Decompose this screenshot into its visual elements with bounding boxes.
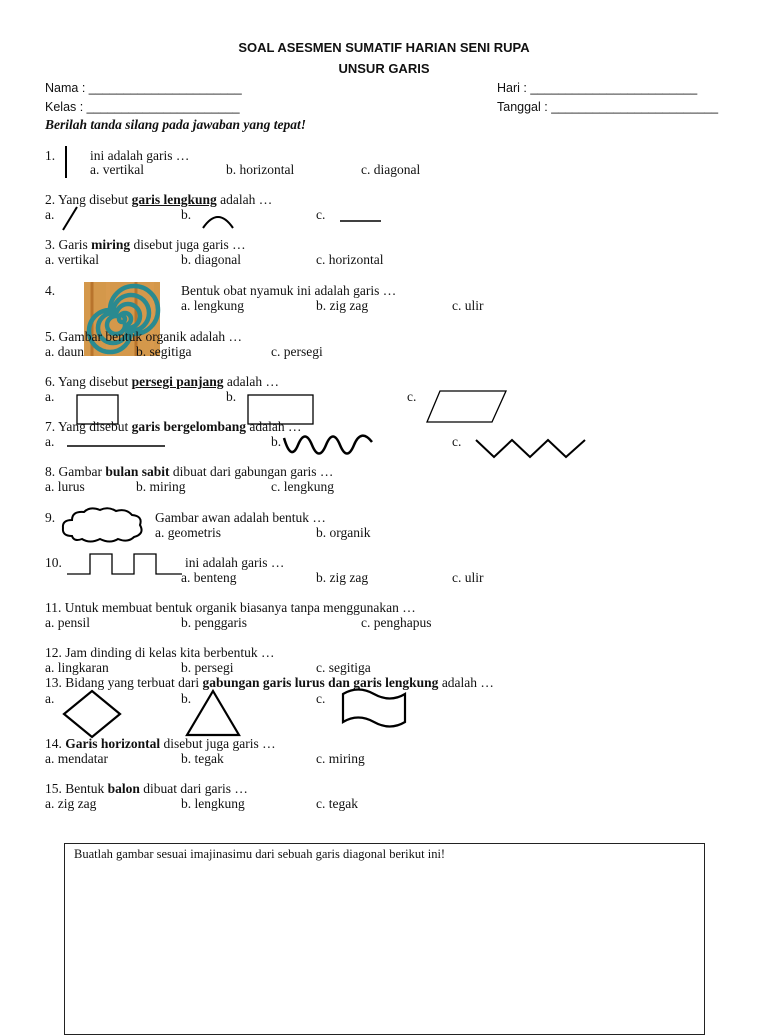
q10-number: 10.: [45, 555, 62, 570]
castle-line-icon: [66, 551, 184, 577]
q1-option-b[interactable]: b. horizontal: [226, 162, 295, 177]
q1-option-a[interactable]: a. vertikal: [90, 162, 144, 177]
cloud-shape-icon: [60, 506, 146, 544]
q9-option-b[interactable]: b. organik: [316, 525, 371, 540]
diamond-shape-icon: [62, 689, 122, 739]
q2-option-c[interactable]: c.: [316, 207, 326, 222]
q12-option-a[interactable]: a. lingkaran: [45, 660, 109, 675]
instruction: Berilah tanda silang pada jawaban yang tepat!: [45, 117, 307, 132]
q15-option-c[interactable]: c. tegak: [316, 796, 358, 811]
q5-option-a[interactable]: a. daun: [45, 344, 84, 359]
straight-line-icon: [66, 443, 166, 449]
q4-number: 4.: [45, 283, 56, 298]
q9-option-a[interactable]: a. geometris: [155, 525, 221, 540]
curved-line-icon: [200, 212, 236, 230]
q4-question: Bentuk obat nyamuk ini adalah garis …: [181, 283, 397, 298]
q6-option-c[interactable]: c.: [407, 389, 417, 404]
q1-number: 1.: [45, 148, 56, 163]
q2-question: 2. Yang disebut garis lengkung adalah …: [45, 192, 273, 207]
q10-question: ini adalah garis …: [185, 555, 285, 570]
q10-option-a[interactable]: a. benteng: [181, 570, 237, 585]
q14-option-b[interactable]: b. tegak: [181, 751, 224, 766]
q7-option-b[interactable]: b.: [271, 434, 282, 449]
q11-option-c[interactable]: c. penghapus: [361, 615, 432, 630]
q1-question: ini adalah garis …: [90, 148, 190, 163]
q2-option-a[interactable]: a.: [45, 207, 55, 222]
nama-field[interactable]: Nama : ______________________: [45, 81, 242, 95]
wavy-flag-shape-icon: [340, 689, 408, 729]
q15-option-b[interactable]: b. lengkung: [181, 796, 245, 811]
q3-option-a[interactable]: a. vertikal: [45, 252, 99, 267]
q8-option-a[interactable]: a. lurus: [45, 479, 85, 494]
hari-field[interactable]: Hari : ________________________: [497, 81, 698, 95]
triangle-shape-icon: [185, 689, 241, 737]
q3-option-c[interactable]: c. horizontal: [316, 252, 384, 267]
wavy-line-icon: [282, 432, 376, 458]
q12-option-c[interactable]: c. segitiga: [316, 660, 371, 675]
q4-option-b[interactable]: b. zig zag: [316, 298, 369, 313]
q5-option-c[interactable]: c. persegi: [271, 344, 323, 359]
q12-option-b[interactable]: b. persegi: [181, 660, 234, 675]
q5-question: 5. Gambar bentuk organik adalah …: [45, 329, 242, 344]
kelas-field[interactable]: Kelas : ______________________: [45, 100, 240, 114]
q11-option-b[interactable]: b. penggaris: [181, 615, 247, 630]
page-title: SOAL ASESMEN SUMATIF HARIAN SENI RUPA: [238, 40, 530, 55]
q6-option-a[interactable]: a.: [45, 389, 55, 404]
tanggal-field[interactable]: Tanggal : ________________________: [497, 100, 719, 114]
zigzag-line-icon: [474, 434, 588, 460]
q11-option-a[interactable]: a. pensil: [45, 615, 90, 630]
q3-question: 3. Garis miring disebut juga garis …: [45, 237, 246, 252]
q6-question: 6. Yang disebut persegi panjang adalah …: [45, 374, 280, 389]
q14-question: 14. Garis horizontal disebut juga garis …: [45, 736, 276, 751]
q13-option-a[interactable]: a.: [45, 691, 55, 706]
drawing-area[interactable]: [64, 843, 705, 1035]
q6-option-b[interactable]: b.: [226, 389, 237, 404]
q14-option-c[interactable]: c. miring: [316, 751, 365, 766]
q15-question: 15. Bentuk balon dibuat dari garis …: [45, 781, 248, 796]
q8-option-c[interactable]: c. lengkung: [271, 479, 334, 494]
q2-option-b[interactable]: b.: [181, 207, 192, 222]
q13-option-b[interactable]: b.: [181, 691, 192, 706]
q4-option-c[interactable]: c. ulir: [452, 298, 484, 313]
vertical-line-icon: [60, 144, 72, 180]
q10-option-b[interactable]: b. zig zag: [316, 570, 369, 585]
q13-question: 13. Bidang yang terbuat dari gabungan garis lurus dan garis lengkung adalah …: [45, 675, 494, 690]
q9-question: Gambar awan adalah bentuk …: [155, 510, 326, 525]
q3-option-b[interactable]: b. diagonal: [181, 252, 241, 267]
q12-question: 12. Jam dinding di kelas kita berbentuk …: [45, 645, 275, 660]
q15-option-a[interactable]: a. zig zag: [45, 796, 97, 811]
q7-option-a[interactable]: a.: [45, 434, 55, 449]
q1-option-c[interactable]: c. diagonal: [361, 162, 421, 177]
q13-option-c[interactable]: c.: [316, 691, 326, 706]
diagonal-line-icon: [60, 205, 80, 233]
q10-option-c[interactable]: c. ulir: [452, 570, 484, 585]
straight-line-icon: [338, 218, 384, 224]
parallelogram-shape-icon: [426, 390, 508, 424]
drawing-task-prompt: Buatlah gambar sesuai imajinasimu dari sebuah garis diagonal berikut ini!: [74, 847, 446, 861]
q8-option-b[interactable]: b. miring: [136, 479, 186, 494]
q7-question: 7. Yang disebut garis bergelombang adalah …: [45, 419, 302, 434]
q7-option-c[interactable]: c.: [452, 434, 462, 449]
page-subtitle: UNSUR GARIS: [338, 61, 430, 76]
q11-question: 11. Untuk membuat bentuk organik biasanya tanpa menggunakan …: [45, 600, 416, 615]
q9-number: 9.: [45, 510, 56, 525]
q5-option-b[interactable]: b. segitiga: [136, 344, 192, 359]
q4-option-a[interactable]: a. lengkung: [181, 298, 244, 313]
q8-question: 8. Gambar bulan sabit dibuat dari gabungan garis …: [45, 464, 334, 479]
q14-option-a[interactable]: a. mendatar: [45, 751, 108, 766]
